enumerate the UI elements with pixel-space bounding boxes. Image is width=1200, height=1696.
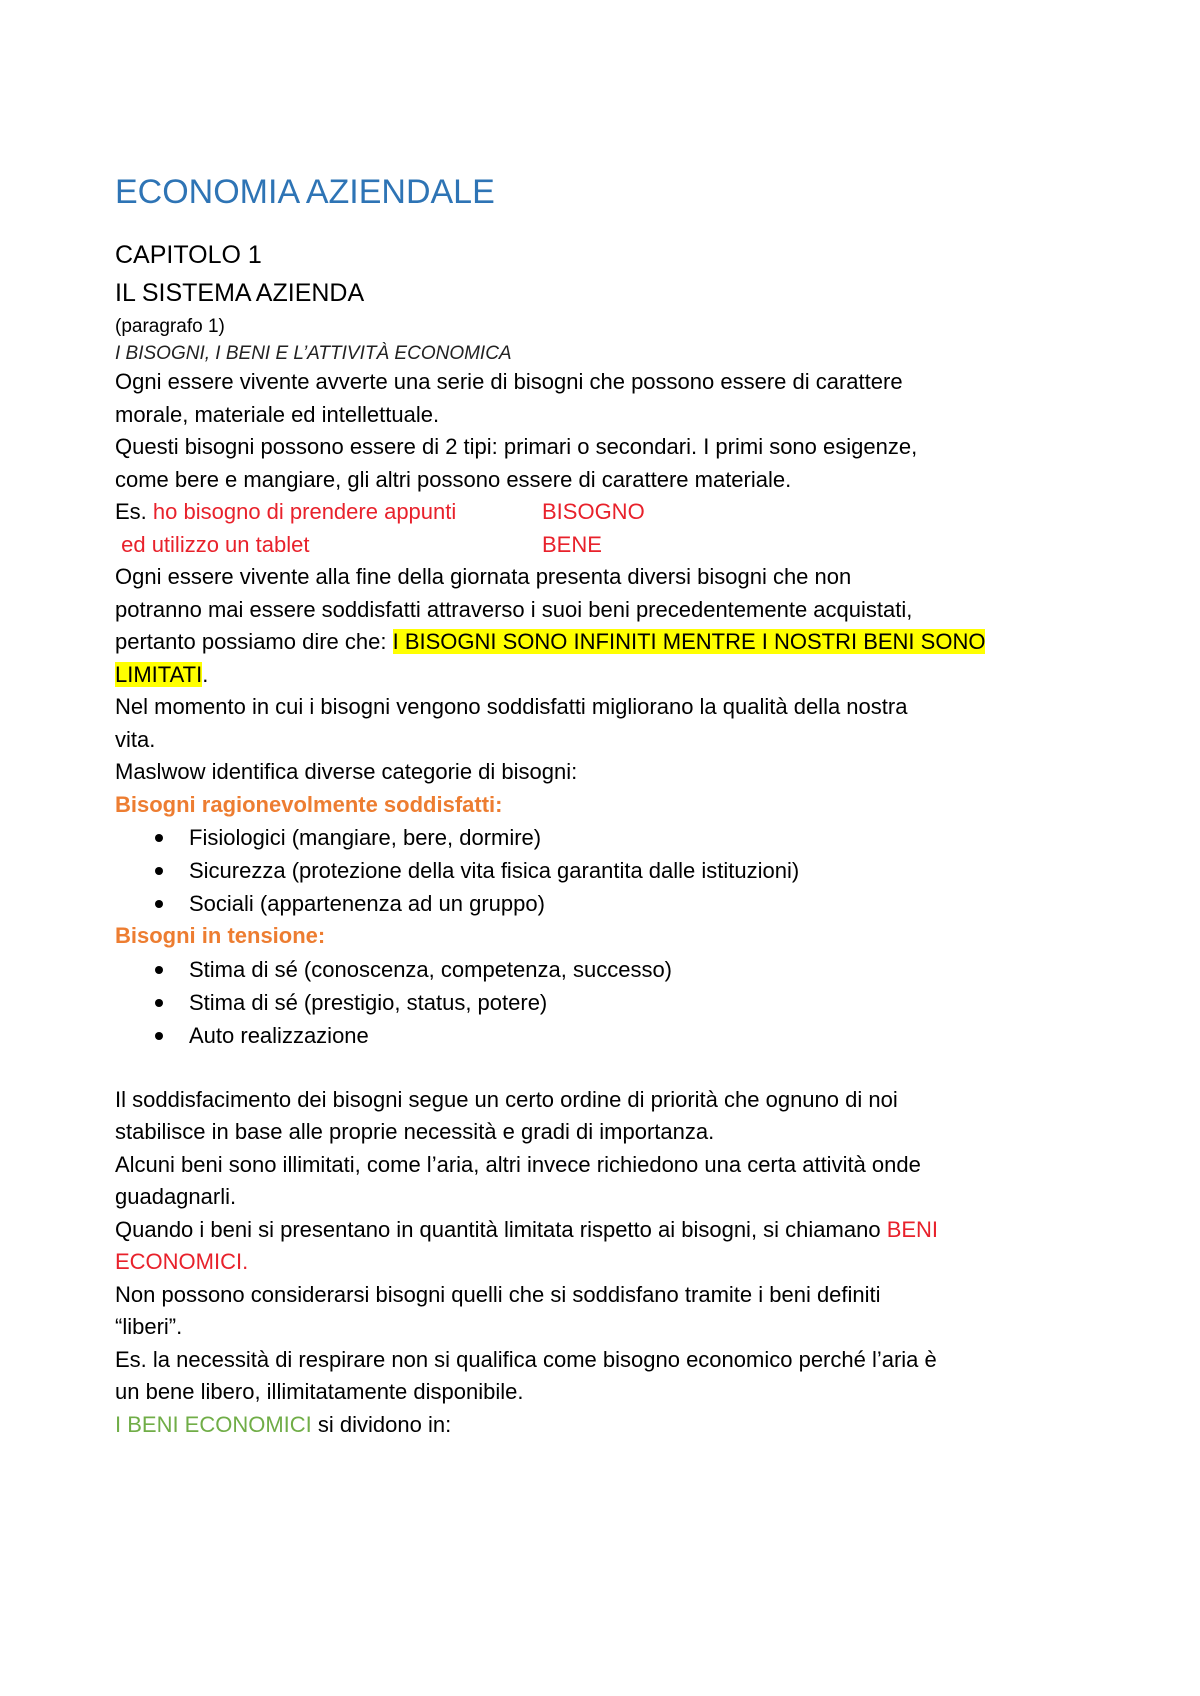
text-line: stabilisce in base alle proprie necessità e gradi di importanza.: [115, 1119, 715, 1144]
text-line: [115, 626, 1115, 659]
list-item-text: Sicurezza (protezione della vita fisica garantita dalle istituzioni): [189, 858, 800, 883]
example-good-label: BENE: [542, 531, 602, 557]
text-line: Il soddisfacimento dei bisogni segue un certo ordine di priorità che ognuno di noi: [115, 1086, 898, 1112]
text-span: si dividono in:: [311, 1411, 452, 1437]
example-row-need: [115, 496, 1115, 529]
text-span: Quando i beni si presentano in quantità limitata rispetto ai bisogni, si chiamano: [115, 1216, 887, 1242]
text-line: Alcuni beni sono illimitati, come l’aria, altri invece richiedono una certa attività onde: [115, 1151, 921, 1177]
bullet-icon: [155, 966, 163, 974]
text-line: Nel momento in cui i bisogni vengono soddisfatti migliorano la qualità della nostra: [115, 694, 908, 719]
bullet-list-tension: [115, 953, 1115, 1052]
economic-goods-term: BENI: [886, 1216, 939, 1242]
highlighted-statement-end: LIMITATI: [115, 661, 203, 687]
text-span: .: [202, 661, 209, 687]
bullet-icon: [155, 834, 163, 842]
text-line: [115, 659, 1115, 692]
economic-goods-term-end: ECONOMICI.: [115, 1249, 249, 1274]
group-heading-tension: Bisogni in tensione:: [115, 923, 326, 948]
chapter-number: CAPITOLO 1: [115, 241, 262, 269]
economic-goods-heading: I BENI ECONOMICI: [115, 1411, 312, 1437]
document-title: ECONOMIA AZIENDALE: [115, 173, 495, 211]
bullet-icon: [155, 867, 163, 875]
list-item: [155, 986, 1115, 1019]
text-line: un bene libero, illimitatamente disponibile.: [115, 1379, 524, 1404]
text-line: morale, materiale ed intellettuale.: [115, 401, 440, 427]
list-item: [155, 821, 1115, 854]
text-line: [115, 1409, 1115, 1442]
list-item-text: Sociali (appartenenza ad un gruppo): [189, 891, 545, 916]
bullet-icon: [155, 999, 163, 1007]
example-need: ho bisogno di prendere appunti: [152, 499, 457, 524]
text-line: Questi bisogni possono essere di 2 tipi: primari o secondari. I primi sono esigenze,: [115, 434, 918, 459]
highlighted-statement: I BISOGNI SONO INFINITI MENTRE I NOSTRI BENI SONO: [392, 629, 986, 654]
list-item-text: Auto realizzazione: [189, 1022, 369, 1048]
text-line: potranno mai essere soddisfatti attraverso i suoi beni precedentemente acquistati,: [115, 596, 913, 622]
chapter-title: IL SISTEMA AZIENDA: [115, 279, 365, 307]
example-need-text: [115, 496, 456, 529]
list-item: [155, 854, 1115, 887]
text-line: guadagnarli.: [115, 1184, 237, 1209]
text-line: Maslwow identifica diverse categorie di bisogni:: [115, 759, 578, 784]
text-line: come bere e mangiare, gli altri possono essere di carattere materiale.: [115, 466, 792, 492]
example-row-good: [115, 529, 1115, 562]
paragraph-gap: [115, 1052, 1115, 1084]
group-heading-satisfied: Bisogni ragionevolmente soddisfatti:: [115, 791, 503, 817]
list-item-text: Stima di sé (prestigio, status, potere): [189, 989, 548, 1015]
example-need-label: BISOGNO: [542, 499, 645, 524]
text-line: vita.: [115, 726, 156, 752]
text-line: Non possono considerarsi bisogni quelli che si soddisfano tramite i beni definiti: [115, 1281, 881, 1307]
list-item: [155, 953, 1115, 986]
document-content: [115, 170, 1115, 1441]
section-title: I BISOGNI, I BENI E L’ATTIVITÀ ECONOMICA: [115, 343, 512, 364]
paragraph-reference: (paragrafo 1): [115, 316, 225, 337]
bullet-icon: [155, 1032, 163, 1040]
text-line: Es. la necessità di respirare non si qualifica come bisogno economico perché l’aria è: [115, 1346, 937, 1372]
text-line: Ogni essere vivente alla fine della giornata presenta diversi bisogni che non: [115, 564, 852, 589]
list-item: [155, 1019, 1115, 1052]
example-good: ed utilizzo un tablet: [115, 531, 310, 557]
list-item-text: Stima di sé (conoscenza, competenza, successo): [189, 956, 673, 982]
text-line: Ogni essere vivente avverte una serie di bisogni che possono essere di carattere: [115, 369, 903, 394]
text-span: pertanto possiamo dire che:: [115, 629, 393, 654]
text-line: “liberi”.: [115, 1314, 183, 1339]
bullet-list-satisfied: [115, 821, 1115, 920]
example-prefix: Es.: [115, 499, 153, 524]
bullet-icon: [155, 900, 163, 908]
list-item: [155, 887, 1115, 920]
text-line: [115, 1214, 1115, 1247]
list-item-text: Fisiologici (mangiare, bere, dormire): [189, 825, 542, 850]
